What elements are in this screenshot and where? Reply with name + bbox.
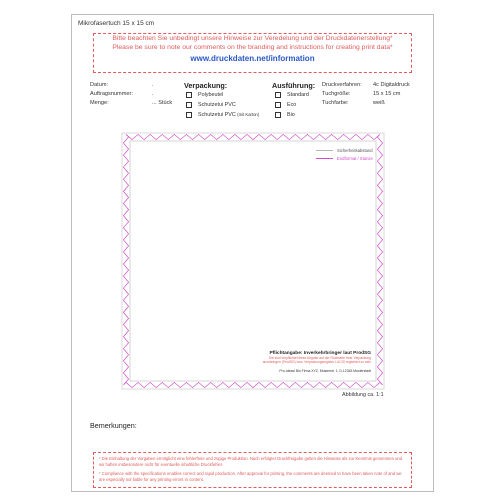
info-link[interactable]: www.druckdaten.net/information (190, 54, 315, 63)
label-druckverfahren: Druckverfahren: (322, 82, 362, 88)
checkbox[interactable] (275, 102, 281, 108)
mandatory-info-text: Sie sind verpflichtet diese Angabe auf der Rückseite Ihrer Verpackung anzubringen (ProdSG) bzw. Verpackungsregister LUCID registriert zu sein (262, 356, 371, 364)
ausfuehrung-title: Ausführung: (272, 81, 316, 90)
karton-suffix: (mit Karton) (237, 111, 260, 117)
footnote-de: * Die Einhaltung der Vorgaben ermöglicht eine fehlerfreie und zügige Produktion. Nach erfolgter Druckfreigabe gelten die Hinweise als zur Kenntnis genommen und wir haften insbesondere nicht für eventuelle inhaltliche Druckfehler. (99, 456, 403, 467)
notice-box-top (93, 33, 412, 73)
mandatory-info-heading: Pflichtangabe: Inverkehrbringer laut ProdSG (269, 351, 371, 356)
value-menge: ... Stück (152, 100, 173, 106)
verpackung-option-schutzetui-karton[interactable]: Schutzetui PVC (mit Karton) (186, 111, 259, 118)
checkbox[interactable] (275, 92, 281, 98)
value-druckverfahren: 4c Digitaldruck (373, 82, 410, 88)
verpackung-title: Verpackung: (184, 81, 228, 90)
checkbox[interactable] (186, 92, 192, 98)
legend (316, 146, 373, 162)
scale-label: Abbildung ca. 1:1 (342, 392, 384, 398)
ausfuehrung-option-bio[interactable]: Bio (275, 111, 295, 118)
ausfuehrung-option-standard[interactable]: Standard (275, 91, 309, 98)
remarks-label: Bemerkungen: (90, 421, 137, 430)
mandatory-info-block (253, 351, 371, 373)
label-tuchgroesse: Tuchgröße: (322, 91, 351, 97)
legend-item-cut: Endformat / Stanze (316, 154, 373, 162)
legend-swatch-cut (316, 158, 333, 159)
product-title: Mikrofasertuch 15 x 15 cm (78, 20, 155, 27)
value-auftragsnummer: . (152, 91, 154, 97)
label-datum: Datum: (90, 82, 109, 88)
checkbox[interactable] (186, 112, 192, 118)
legend-swatch-safety (316, 150, 333, 151)
label-tuchfarbe: Tuchfarbe: (322, 100, 349, 106)
mandatory-info-address: Pro-Ideasl Bio Firma XYZ, Musterstr. 1, D-12345 Musterstadt (279, 369, 371, 373)
notice-line-en: Please be sure to note our comments on the branding and instructions for creating print data* (112, 44, 393, 51)
checkbox[interactable] (275, 112, 281, 118)
label-auftragsnummer: Auftragsnummer: (90, 91, 133, 97)
notice-line-de: Bitte beachten Sie unbedingt unsere Hinweise zur Veredelung und der Druckdatenerstellung* (112, 35, 393, 42)
checkbox[interactable] (186, 102, 192, 108)
value-tuchgroesse: 15 x 15 cm (373, 91, 401, 97)
value-datum: . (152, 82, 154, 88)
label-menge: Menge: (90, 100, 109, 106)
verpackung-option-polybeutel[interactable]: Polybeutel (186, 91, 223, 98)
footnote-en: * Compliance with the specifications enables correct and rapid production. After approval for printing, the comments are deemed to have been taken note of and we are especially not liable for any printing errors in content. (99, 471, 402, 482)
notice-box-bottom (93, 452, 412, 488)
ausfuehrung-option-eco[interactable]: Eco (275, 101, 296, 108)
verpackung-option-schutzetui[interactable]: Schutzetui PVC (186, 101, 236, 108)
value-tuchfarbe: weiß (373, 100, 385, 106)
legend-item-safety: Sicherheitsabstand (316, 146, 373, 154)
